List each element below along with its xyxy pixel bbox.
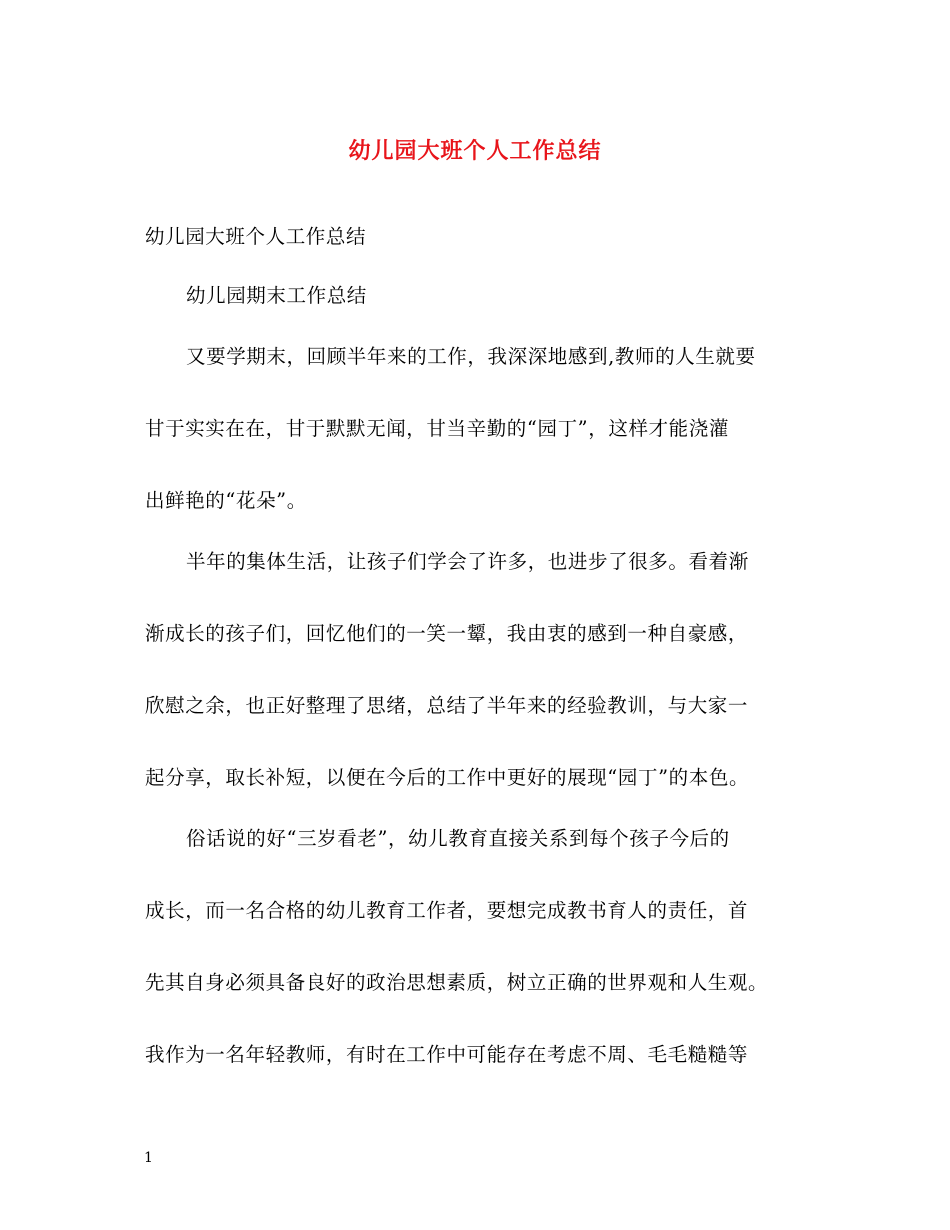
body-line: 渐成长的孩子们，回忆他们的一笑一颦，我由衷的感到一种自豪感，	[145, 622, 749, 645]
body-line: 半年的集体生活，让孩子们学会了许多，也进步了很多。看着渐	[186, 550, 749, 573]
body-line: 幼儿园期末工作总结	[186, 284, 367, 307]
body-line: 出鲜艳的“花朵”。	[145, 489, 307, 512]
body-line: 甘于实实在在，甘于默默无闻，甘当辛勤的“园丁”，这样才能浇灌	[145, 417, 729, 440]
body-line: 起分享，取长补短，以便在今后的工作中更好的展现“园丁”的本色。	[145, 766, 750, 789]
body-line: 先其自身必须具备良好的政治思想素质，树立正确的世界观和人生观。	[145, 971, 769, 994]
body-line: 欣慰之余，也正好整理了思绪，总结了半年来的经验教训，与大家一	[145, 694, 749, 717]
body-line: 又要学期末，回顾半年来的工作，我深深地感到,教师的人生就要	[186, 345, 756, 368]
body-line: 成长，而一名合格的幼儿教育工作者，要想完成教书育人的责任，首	[145, 899, 749, 922]
body-line: 俗话说的好“三岁看老”，幼儿教育直接关系到每个孩子今后的	[186, 827, 730, 850]
page-number: 1	[144, 1150, 153, 1166]
body-line: 我作为一名年轻教师，有时在工作中可能存在考虑不周、毛毛糙糙等	[145, 1043, 749, 1066]
document-title: 幼儿园大班个人工作总结	[348, 138, 602, 164]
body-line: 幼儿园大班个人工作总结	[145, 225, 367, 248]
